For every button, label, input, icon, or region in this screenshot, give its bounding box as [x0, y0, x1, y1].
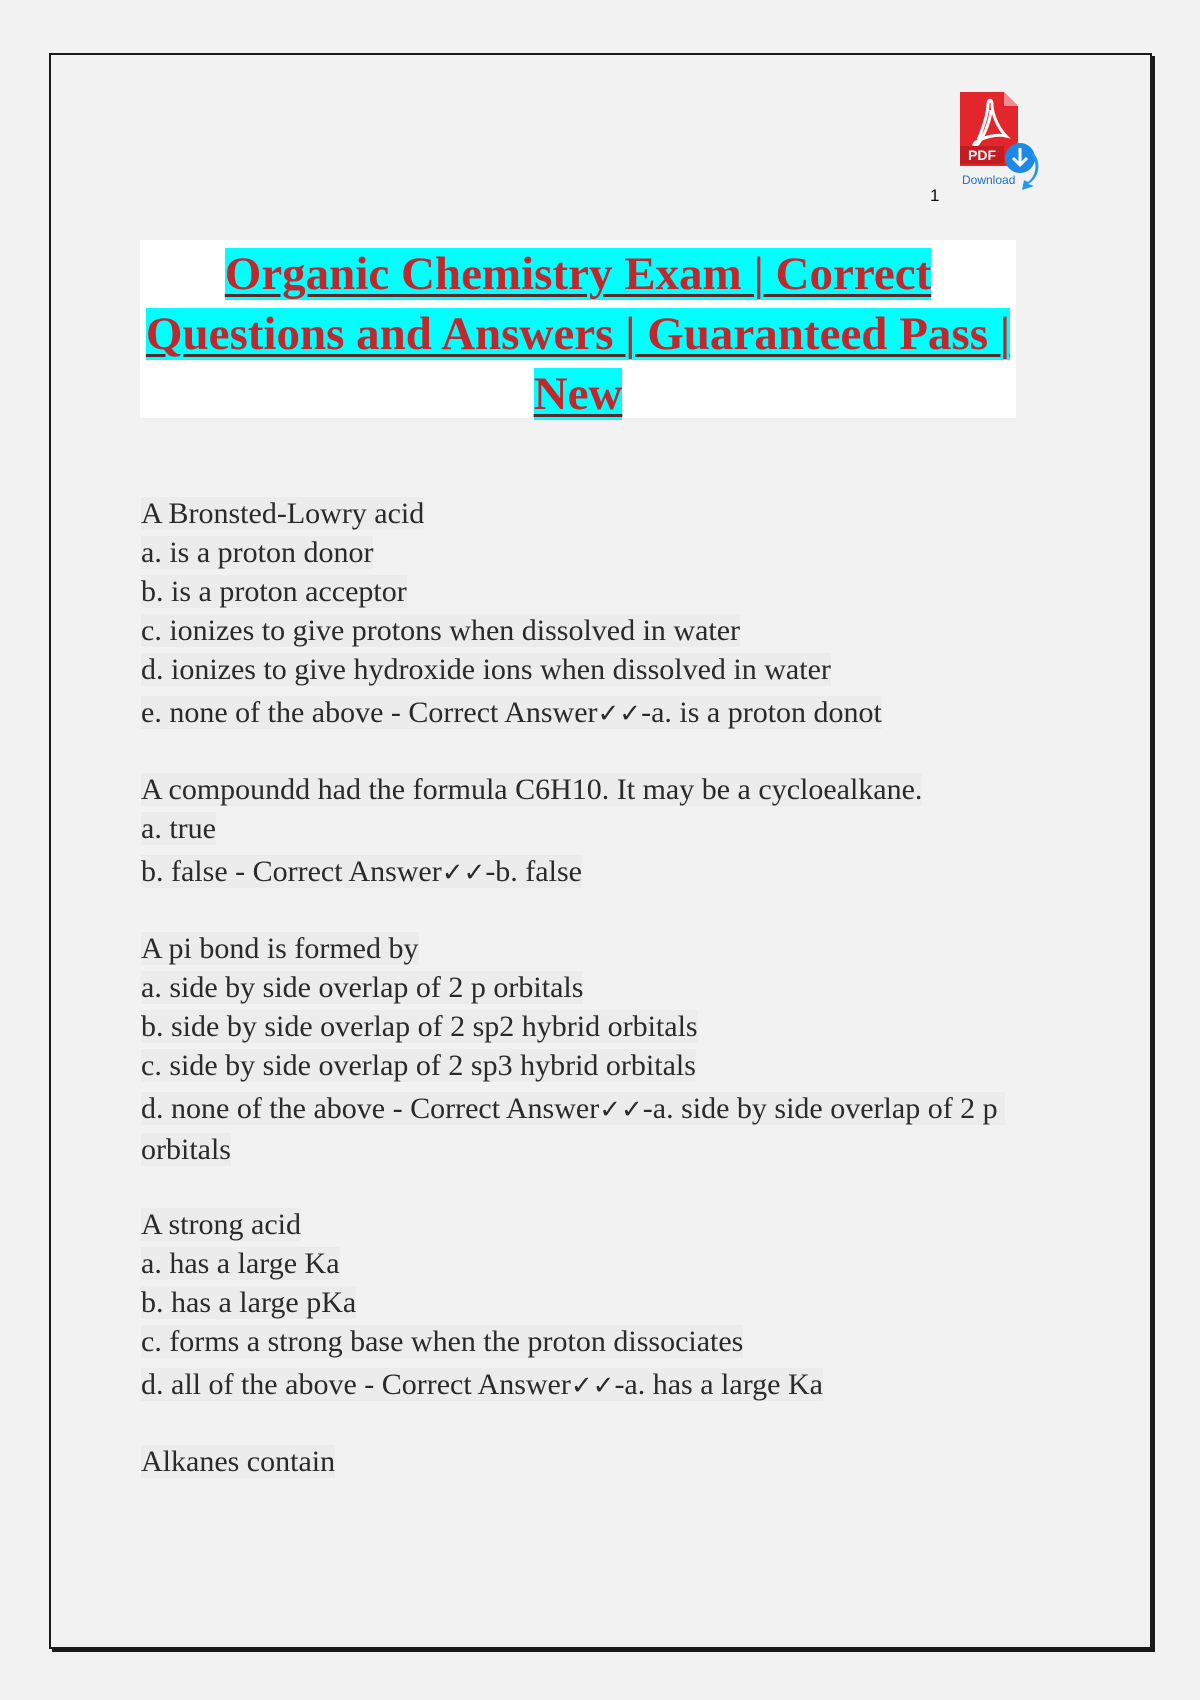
correct-answer: -a. is a proton donot	[641, 696, 882, 729]
option: b. side by side overlap of 2 sp2 hybrid orbitals	[141, 1010, 698, 1043]
correct-answer: -a. has a large Ka	[614, 1368, 823, 1401]
checkmark-icon: ✓✓	[441, 858, 486, 888]
answer-line	[141, 852, 1071, 893]
last-option: e. none of the above - Correct Answer	[141, 696, 598, 729]
option: a. is a proton donor	[141, 536, 374, 569]
question-block	[141, 770, 1071, 893]
last-option: d. none of the above - Correct Answer	[141, 1092, 600, 1125]
page-number: 1	[930, 186, 940, 205]
checkmark-icon: ✓✓	[570, 1371, 615, 1401]
option: b. is a proton acceptor	[141, 575, 407, 608]
document-title	[140, 240, 1016, 418]
title-line-1: Organic Chemistry Exam | Correct	[224, 248, 932, 300]
option: c. ionizes to give protons when dissolved in water	[141, 614, 741, 647]
answer-line	[141, 1365, 1071, 1406]
question-text: A pi bond is formed by	[141, 932, 419, 965]
title-line-2: Questions and Answers | Guaranteed Pass |	[145, 308, 1011, 360]
question-text: Alkanes contain	[141, 1445, 336, 1478]
option: c. forms a strong base when the proton dissociates	[141, 1325, 744, 1358]
pdf-document-fold	[1004, 92, 1018, 106]
checkmark-icon: ✓✓	[599, 1095, 643, 1125]
question-text: A compoundd had the formula C6H10. It may be a cycloealkane.	[141, 773, 923, 806]
question-block	[141, 1205, 1071, 1406]
title-line-3: New	[533, 368, 623, 420]
option: a. has a large Ka	[141, 1247, 340, 1280]
last-option: b. false - Correct Answer	[141, 855, 442, 888]
question-text: A strong acid	[141, 1208, 301, 1241]
option: a. true	[141, 812, 216, 845]
checkmark-icon: ✓✓	[597, 699, 642, 729]
question-block	[141, 1442, 1071, 1481]
answer-line	[141, 693, 1071, 734]
option: a. side by side overlap of 2 p orbitals	[141, 971, 584, 1004]
question-text: A Bronsted-Lowry acid	[141, 497, 425, 530]
option: d. ionizes to give hydroxide ions when dissolved in water	[141, 653, 831, 686]
pdf-badge-text: PDF	[968, 147, 996, 163]
question-list	[141, 494, 1071, 1517]
option: c. side by side overlap of 2 sp3 hybrid orbitals	[141, 1049, 696, 1082]
question-block	[141, 494, 1071, 734]
last-option: d. all of the above - Correct Answer	[141, 1368, 571, 1401]
answer-line	[141, 1089, 1071, 1169]
pdf-download-icon[interactable]	[958, 90, 1054, 194]
correct-answer: -a. side by side overlap of 2 p orbitals	[141, 1092, 1006, 1166]
option: b. has a large pKa	[141, 1286, 357, 1319]
download-caption: Download	[962, 173, 1016, 187]
correct-answer: -b. false	[485, 855, 582, 888]
question-block	[141, 929, 1071, 1169]
